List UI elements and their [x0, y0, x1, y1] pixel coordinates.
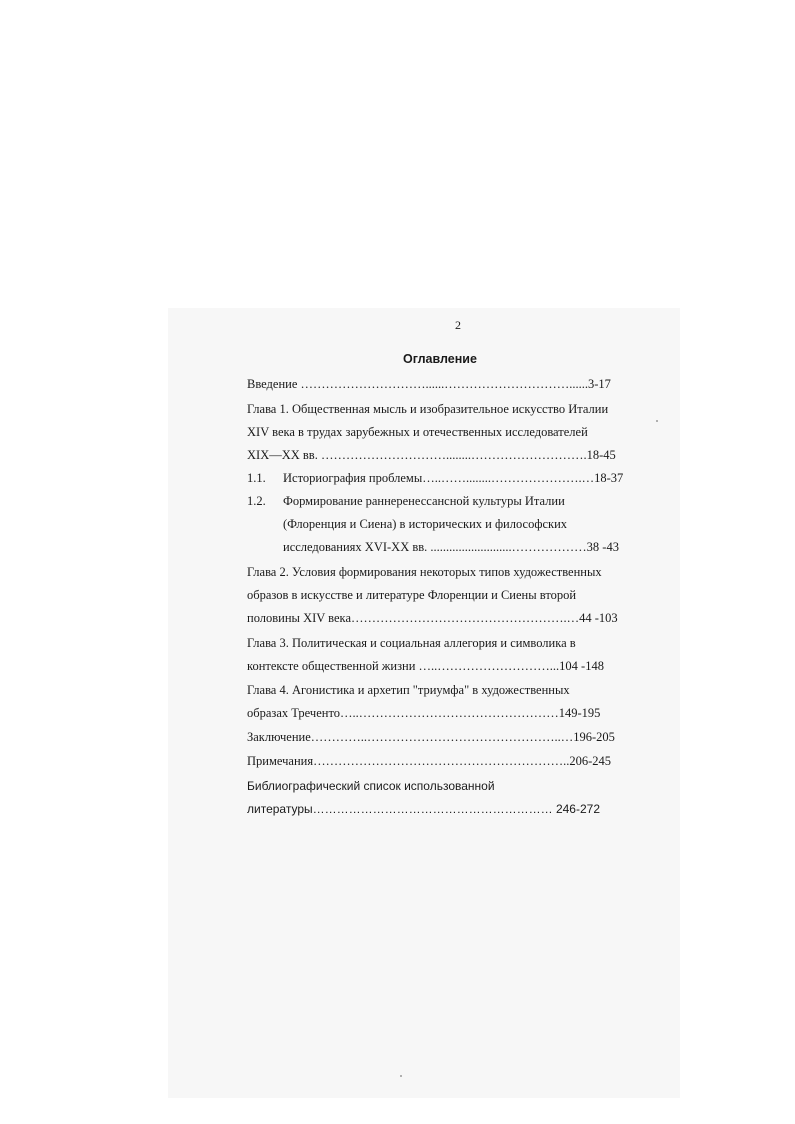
- toc-entry-intro: Введение …………………………......…………………………......3-17: [247, 377, 611, 391]
- scan-speck: [656, 420, 658, 422]
- toc-section-1-2-number: 1.2.: [247, 494, 266, 508]
- toc-section-1-2-line-3: исследованиях XVI-XX вв. ..........................………………38 -43: [283, 540, 619, 554]
- toc-section-1-1-number: 1.1.: [247, 471, 266, 485]
- toc-title: Оглавление: [403, 352, 477, 366]
- toc-entry-chapter-1-line-3: XIX—XX вв. …………………………........……………………….18-45: [247, 448, 616, 462]
- page-number: 2: [455, 318, 461, 332]
- toc-entry-chapter-1-line-2: XIV века в трудах зарубежных и отечественных исследователей: [247, 425, 588, 439]
- toc-entry-conclusion: Заключение…………..………………………………………..…196-205: [247, 730, 615, 744]
- toc-entry-chapter-2-line-1: Глава 2. Условия формирования некоторых типов художественных: [247, 565, 602, 579]
- toc-entry-chapter-3-line-2: контексте общественной жизни …..………………………...104 -148: [247, 659, 604, 673]
- toc-section-1-2-line-2: (Флоренция и Сиена) в исторических и философских: [283, 517, 568, 531]
- toc-section-1-1-title: Историография проблемы…..……........………………….…18-37: [283, 471, 624, 485]
- toc-entry-chapter-2-line-2: образов в искусстве и литературе Флоренции и Сиены второй: [247, 588, 577, 602]
- toc-entry-chapter-1-line-1: Глава 1. Общественная мысль и изобразительное искусство Италии: [247, 402, 609, 416]
- toc-entry-chapter-4-line-1: Глава 4. Агонистика и архетип "триумфа" в художественных: [247, 683, 570, 697]
- toc-section-1-2-line-1: Формирование раннеренессансной культуры Италии: [283, 494, 565, 508]
- toc-entry-bibliography-line-1: Библиографический список использованной: [247, 779, 495, 793]
- toc-entry-notes: Примечания……………………………………………………..206-245: [247, 754, 611, 768]
- toc-entry-chapter-4-line-2: образах Треченто…..…………………………………………149-195: [247, 706, 601, 720]
- toc-entry-bibliography-line-2: литературы…………………………………………………… 246-272: [247, 802, 600, 816]
- toc-entry-chapter-3-line-1: Глава 3. Политическая и социальная аллегория и символика в: [247, 636, 576, 650]
- toc-entry-chapter-2-line-3: половины XIV века…………………………………………….…44 -103: [247, 611, 618, 625]
- scan-speck: [400, 1075, 402, 1077]
